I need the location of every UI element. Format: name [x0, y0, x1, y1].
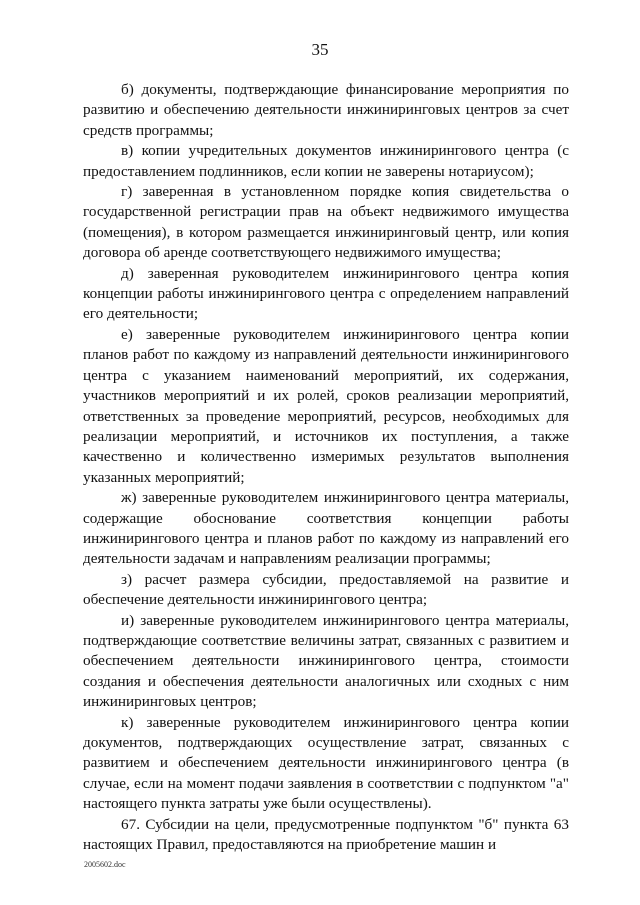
paragraph-67-subsidy-purposes: 67. Субсидии на цели, предусмотренные подпунктом "б" пункта 63 настоящих Правил, предоставляются на приобретение машин и [83, 815, 569, 854]
page-number: 35 [311, 40, 329, 59]
paragraph-k-expense-documents: к) заверенные руководителем инжинирингового центра копии документов, подтверждающих осуществление затрат, связанных с развитием и обеспечением деятельности инжинирингового центра (в случае, если на момент подачи заявления в соответствии с подпунктом "а" настоящего пункта затраты уже были осуществлены). [83, 713, 569, 813]
paragraph-i-cost-conformity: и) заверенные руководителем инжинирингового центра материалы, подтверждающие соответствие величины затрат, связанных с развитием и обеспечением деятельности инжинирингового центра, стоимости создания и обеспечения деятельности аналогичных или сходных с ним инжиниринговых центров; [83, 611, 569, 711]
paragraph-e-work-plans: е) заверенные руководителем инжинирингового центра копии планов работ по каждому из направлений деятельности инжинирингового центра с указанием наименований мероприятий, их содержания, участников мероприятий и их ролей, сроков реализации мероприятий, ответственных за проведение мероприятий, ресурсов, необходимых для реализации мероприятий, и источников их поступления, а также качественно и количественно измеримых результатов выполнения указанных мероприятий; [83, 325, 569, 486]
paragraph-zh-justification-materials: ж) заверенные руководителем инжинирингового центра материалы, содержащие обоснование соответствия концепции работы инжинирингового центра и планов работ по каждому из направлений его деятельности задачам и направлениям реализации программы; [83, 489, 569, 568]
paragraph-b-financing-documents: б) документы, подтверждающие финансирование мероприятия по развитию и обеспечению деятельности инжиниринговых центров за счет средств программы; [83, 81, 569, 139]
paragraph-g-property-registration: г) заверенная в установленном порядке копия свидетельства о государственной регистрации прав на объект недвижимого имущества (помещения), в котором размещается инжиниринговый центр, или копия договора об аренде соответствующего недвижимого имущества; [83, 183, 569, 262]
paragraph-z-subsidy-calculation: з) расчет размера субсидии, предоставляемой на развитие и обеспечение деятельности инжинирингового центра; [83, 570, 569, 609]
paragraph-v-founding-documents: в) копии учредительных документов инжинирингового центра (с предоставлением подлинников, если копии не заверены нотариусом); [83, 142, 569, 180]
document-body [83, 80, 569, 855]
paragraph-d-center-concept: д) заверенная руководителем инжинирингового центра копия концепции работы инжинирингового центра с определением направлений его деятельности; [83, 264, 569, 323]
footer-file-code: 2005602.doc [84, 860, 126, 869]
